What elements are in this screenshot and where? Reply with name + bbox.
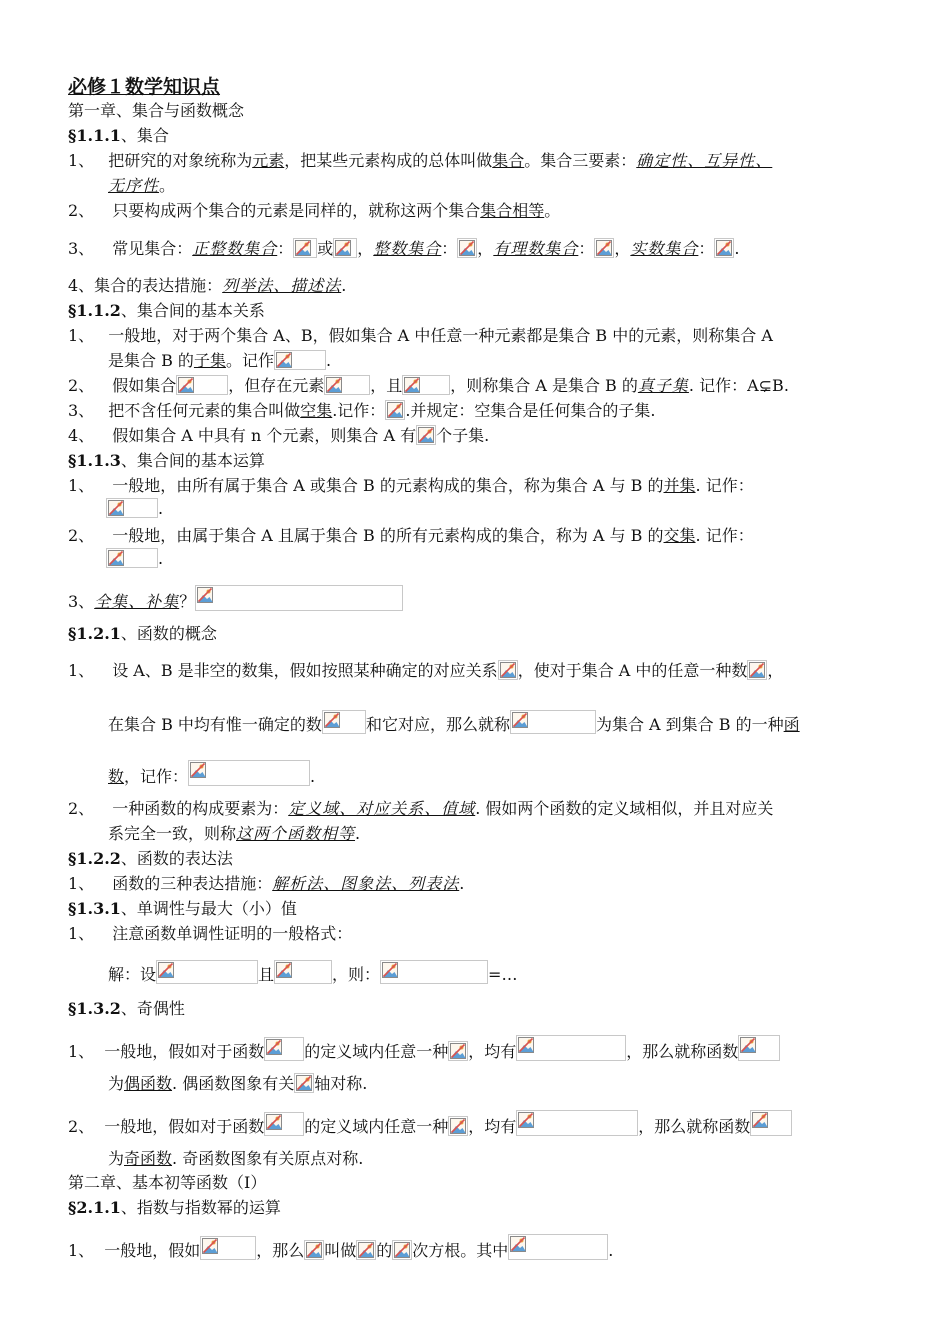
text: 一般地，由所有属于集合 A 或集合 B 的元素构成的集合，称为集合 A 与 B 的 [112,476,664,495]
keyword: 子集 [193,351,226,370]
item-number: 1、 [68,924,95,943]
text: . 偶函数图象有关 [172,1074,295,1093]
text: 一般地，由属于集合 A 且属于集合 B 的所有元素构成的集合，称为 A 与 B 的 [112,526,664,545]
paragraph [68,525,754,547]
paragraph [108,175,175,197]
paragraph [68,375,789,397]
text: ，但存在元素 [228,376,325,395]
paragraph [108,1148,363,1170]
text: . [341,276,347,295]
text: . [158,499,164,518]
broken-image-glyph [512,712,529,729]
text: ： [441,239,458,258]
paragraph [106,548,163,570]
text: 一般地，对于两个集合 A、B，假如集合 A 中任意一种元素都是集合 B 中的元素，则称集合 A [108,326,773,345]
section-number: §1.3.1 [68,899,121,918]
broken-image-glyph [740,1037,757,1054]
broken-image-glyph [190,762,207,779]
item-number: 2、 [68,201,95,220]
broken-image-glyph [202,1238,219,1255]
text: . 奇函数图象有关原点对称. [172,1149,364,1168]
text: ， [767,661,784,680]
text: 的 [376,1241,393,1260]
paragraph [68,150,772,172]
broken-image-icon [516,1110,638,1136]
text: ，且 [370,376,403,395]
text: .记作： [332,401,386,420]
keyword: 交集 [663,526,696,545]
broken-image-icon [294,1073,314,1093]
broken-image-glyph [306,1242,323,1259]
keyword: 整数集合 [373,239,442,258]
item-number: 4、 [68,426,95,445]
paragraph [108,350,331,372]
broken-image-glyph [518,1037,535,1054]
broken-image-glyph [500,662,517,679]
paragraph [68,1110,792,1138]
paragraph [108,710,800,736]
paragraph [68,400,656,422]
broken-image-icon [293,238,317,258]
paragraph [68,660,783,682]
text: .并规定：空集合是任何集合的子集. [405,401,656,420]
text: . [608,1241,614,1260]
text: 一般地，假如对于函数 [104,1117,265,1136]
broken-image-icon [200,1236,256,1260]
broken-image-glyph [418,427,435,444]
paragraph [68,798,773,820]
broken-image-icon [264,1112,304,1136]
broken-image-icon [324,375,370,395]
keyword: 偶函数 [124,1074,173,1093]
text: ， [614,239,631,258]
broken-image-glyph [295,240,312,257]
section-name: 、集合间的基本关系 [120,301,265,320]
text: 函数的三种表达措施： [112,874,273,893]
section-name: 、函数的概念 [120,624,217,643]
keyword: 这两个函数相等 [236,824,356,843]
paragraph [68,585,403,613]
text: ？ [179,592,196,611]
broken-image-glyph [716,240,733,257]
broken-image-glyph [749,662,766,679]
paragraph [68,325,773,347]
text: 为集合 A 到集合 B 的一种 [595,715,784,734]
broken-image-glyph [404,377,421,394]
broken-image-glyph [518,1112,535,1129]
section-heading [68,1197,281,1219]
paragraph [68,475,754,497]
section-name: 、单调性与最大（小）值 [120,899,297,918]
text: 轴对称. [314,1074,368,1093]
broken-image-icon [448,1116,468,1136]
text: 。记作 [225,351,274,370]
broken-image-icon [750,1110,792,1136]
broken-image-glyph [450,1118,467,1135]
text: . [734,239,740,258]
broken-image-icon [510,710,596,734]
text: ： [277,239,294,258]
section-number: §2.1.1 [68,1198,121,1217]
broken-image-glyph [394,1242,411,1259]
section-heading [68,300,265,322]
text: 是集合 B 的 [108,351,194,370]
section-name: 、奇偶性 [120,999,185,1018]
keyword: 实数集合 [630,239,699,258]
text: . 记作：A⊊B. [688,376,789,395]
keyword: 真子集 [637,376,689,395]
paragraph [68,275,346,297]
keyword: 集合 [492,151,525,170]
text: . 记作： [695,476,754,495]
paragraph [106,498,163,520]
section-name: 、指数与指数幂的运算 [120,1198,281,1217]
broken-image-glyph [108,500,125,517]
section-number: §1.2.2 [68,849,121,868]
broken-image-glyph [276,962,293,979]
item-number: 1、 [68,151,95,170]
paragraph [108,823,360,845]
text: ， [357,239,374,258]
section-number: §1.1.2 [68,301,121,320]
text: ， [477,239,494,258]
text: . 假如两个函数的定义域相似，并且对应关 [475,799,774,818]
text: ，把某些元素构成的总体叫做 [284,151,493,170]
text: 一般地，假如对于函数 [104,1042,265,1061]
section-heading [68,450,265,472]
text: . [158,549,164,568]
item-number: 2、 [68,799,95,818]
paragraph [68,200,560,222]
chapter-heading: 第一章、集合与函数概念 [68,101,245,120]
item-number: 2、 [68,1117,95,1136]
broken-image-glyph [324,712,341,729]
broken-image-icon [380,960,488,984]
broken-image-icon [594,238,614,258]
broken-image-icon [188,760,310,786]
text: 4、集合的表达措施： [68,276,223,295]
keyword: 集合相等 [480,201,545,220]
page-title: 必修１数学知识点 [68,76,221,98]
item-number: 1、 [68,326,95,345]
broken-image-glyph [178,377,195,394]
broken-image-glyph [296,1075,313,1092]
text: 常见集合： [112,239,193,258]
text: 和它对应，那么就称 [365,715,510,734]
text: 个子集. [436,426,490,445]
keyword: 列举法、描述法 [222,276,342,295]
keyword: 并集 [663,476,696,495]
keyword: 全集、补集 [94,592,180,611]
text: 假如集合 [112,376,177,395]
text: 设 A、B 是非空的数集，假如按照某种确定的对应关系 [112,661,498,680]
section-number: §1.1.1 [68,126,121,145]
text: 次方根。其中 [412,1241,509,1260]
text: . [310,767,316,786]
section-name: 、集合间的基本运算 [120,451,265,470]
broken-image-icon [274,960,332,984]
keyword: 确定性、互异性、 [636,151,773,170]
text: 3、 [68,592,95,611]
text: 把不含任何元素的集合叫做 [108,401,301,420]
keyword: 正整数集合 [192,239,278,258]
section-number: §1.2.1 [68,624,121,643]
text: ，则： [332,965,381,984]
keyword: 有理数集合 [493,239,579,258]
section-number: §1.1.3 [68,451,121,470]
broken-image-icon [714,238,734,258]
text: 。集合三要素： [524,151,637,170]
broken-image-icon [738,1035,780,1061]
paragraph [68,1035,780,1063]
broken-image-glyph [335,240,352,257]
text: 的定义域内任意一种 [304,1117,449,1136]
paragraph [108,960,517,986]
section-heading [68,898,297,920]
text: . [459,874,465,893]
item-number: 1、 [68,476,95,495]
paragraph [68,425,489,447]
broken-image-icon [106,498,158,518]
text: 为 [108,1074,125,1093]
text: 一种函数的构成要素为： [112,799,289,818]
broken-image-glyph [510,1236,527,1253]
broken-image-icon [274,350,326,370]
text: ，那么就称函数 [626,1042,739,1061]
broken-image-icon [385,400,405,420]
broken-image-icon [747,660,767,680]
section-name: 、函数的表达法 [120,849,233,868]
broken-image-icon [195,585,403,611]
keyword: 奇函数 [124,1149,173,1168]
broken-image-icon [156,960,258,984]
text: ，均有 [468,1042,517,1061]
item-number: 3、 [68,401,95,420]
broken-image-icon [106,548,158,568]
text: ，均有 [468,1117,517,1136]
text: =… [488,965,518,984]
section-heading [68,125,169,147]
text: 解：设 [108,965,157,984]
paragraph [108,760,315,788]
broken-image-glyph [158,962,175,979]
text: 一般地，假如 [104,1241,201,1260]
text: 或 [317,239,334,258]
broken-image-icon [416,425,436,445]
text: 且 [258,965,275,984]
text: 系完全一致，则称 [108,824,237,843]
section-heading [68,998,185,1020]
paragraph [68,238,739,260]
text: ： [578,239,595,258]
item-number: 2、 [68,526,95,545]
keyword: 元素 [252,151,285,170]
paragraph [108,1073,367,1095]
broken-image-icon [402,375,450,395]
broken-image-glyph [450,1043,467,1060]
section-name: 、集合 [120,126,169,145]
broken-image-icon [322,710,366,734]
broken-image-icon [264,1037,304,1061]
text: . [325,351,332,370]
text: ，那么就称函数 [638,1117,751,1136]
section-number: §1.3.2 [68,999,121,1018]
keyword: 空集 [300,401,333,420]
chapter-heading: 第二章、基本初等函数（Ⅰ） [68,1173,267,1192]
text: ： [698,239,715,258]
broken-image-icon [448,1041,468,1061]
broken-image-glyph [459,240,476,257]
text: . [355,824,361,843]
text: 为 [108,1149,125,1168]
item-number: 1、 [68,1042,95,1061]
item-number: 3、 [68,239,95,258]
text: . 记作： [695,526,754,545]
text: 。 [159,176,176,195]
broken-image-glyph [387,402,404,419]
text: 只要构成两个集合的元素是同样的，就称这两个集合 [112,201,481,220]
broken-image-glyph [266,1114,283,1131]
broken-image-icon [498,660,518,680]
text: 叫做 [324,1241,357,1260]
paragraph [68,873,464,895]
keyword: 数 [108,767,125,786]
broken-image-icon [457,238,477,258]
item-number: 1、 [68,874,95,893]
text: ，那么 [256,1241,305,1260]
broken-image-glyph [596,240,613,257]
paragraph [68,1234,613,1262]
text: 假如集合 A 中具有 n 个元素，则集合 A 有 [112,426,417,445]
text: 把研究的对象统称为 [108,151,253,170]
broken-image-glyph [197,587,214,604]
broken-image-icon [176,375,228,395]
keyword: 解析法、图象法、列表法 [272,874,460,893]
item-number: 1、 [68,1241,95,1260]
broken-image-glyph [266,1039,283,1056]
broken-image-icon [516,1035,626,1061]
section-heading [68,623,217,645]
text: 在集合 B 中均有惟一确定的数 [108,715,322,734]
broken-image-glyph [358,1242,375,1259]
text: 的定义域内任意一种 [304,1042,449,1061]
broken-image-glyph [382,962,399,979]
text: 注意函数单调性证明的一般格式： [112,924,353,943]
keyword: 函 [783,715,800,734]
broken-image-icon [508,1234,608,1260]
broken-image-glyph [108,550,125,567]
broken-image-glyph [752,1112,769,1129]
broken-image-icon [333,238,357,258]
item-number: 2、 [68,376,95,395]
broken-image-glyph [326,377,343,394]
keyword: 定义域、对应关系、值域 [288,799,476,818]
text: ，使对于集合 A 中的任意一种数 [517,661,748,680]
keyword: 无序性 [108,176,160,195]
broken-image-glyph [276,352,293,369]
paragraph [68,923,352,945]
broken-image-icon [392,1240,412,1260]
text: ，则称集合 A 是集合 B 的 [450,376,638,395]
item-number: 1、 [68,661,95,680]
broken-image-icon [304,1240,324,1260]
broken-image-icon [356,1240,376,1260]
section-heading [68,848,233,870]
text: 。 [544,201,561,220]
text: ，记作： [124,767,189,786]
